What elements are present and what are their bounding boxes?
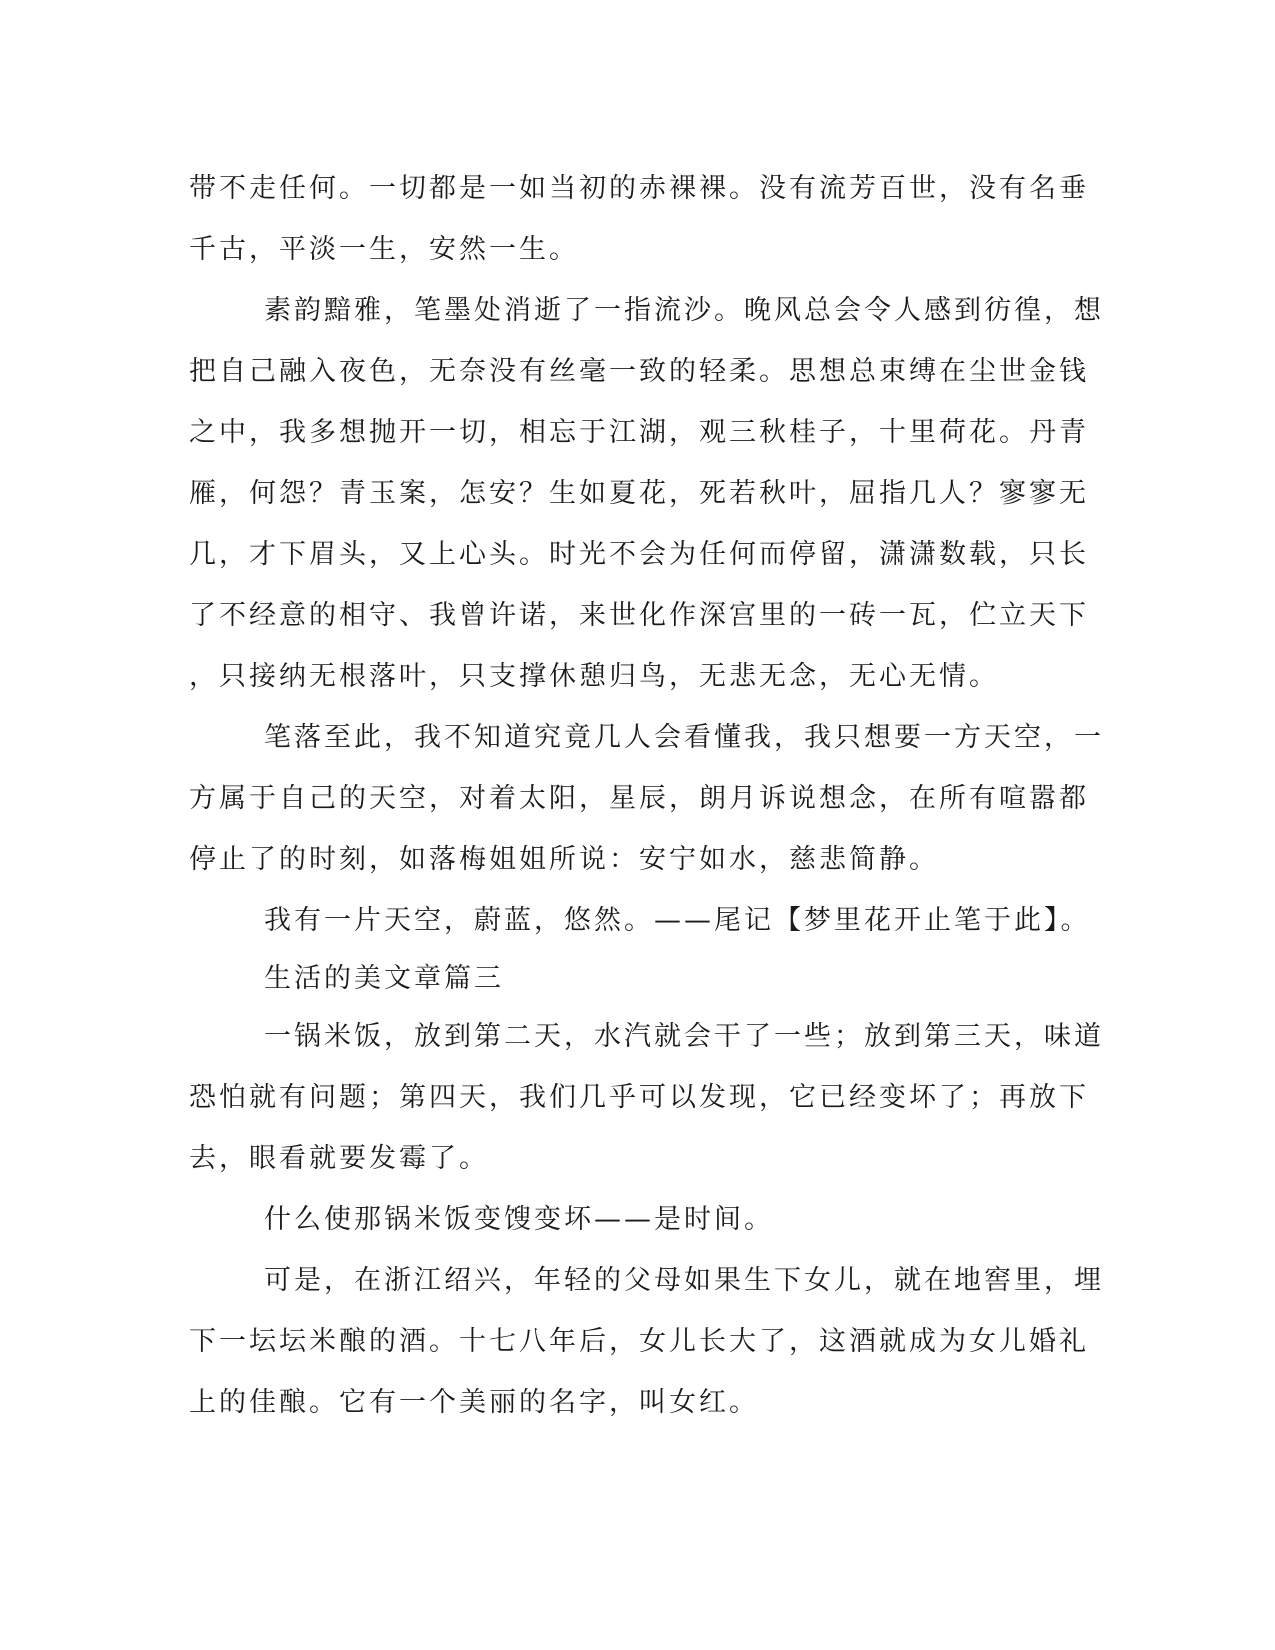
text-line: 千古，平淡一生，安然一生。	[189, 234, 579, 265]
text-line: 停止了的时刻，如落梅姐姐所说：安宁如水，慈悲简静。	[189, 844, 939, 875]
text-line: 下一坛坛米酿的酒。十七八年后，女儿长大了，这酒就成为女儿婚礼	[189, 1326, 1089, 1357]
paragraph-start: 可是，在浙江绍兴，年轻的父母如果生下女儿，就在地窖里，埋	[264, 1265, 1104, 1296]
text-line: 雁，何怨？青玉案，怎安？生如夏花，死若秋叶，屈指几人？寥寥无	[189, 478, 1089, 509]
text-line: ，只接纳无根落叶，只支撑休憩归鸟，无悲无念，无心无情。	[189, 661, 999, 692]
text-line: 恐怕就有问题；第四天，我们几乎可以发现，它已经变坏了；再放下	[189, 1082, 1089, 1113]
section-heading: 生活的美文章篇三	[264, 963, 504, 994]
paragraph-start: 素韵黯雅，笔墨处消逝了一指流沙。晚风总会令人感到彷徨，想	[264, 295, 1104, 326]
text-line: 把自己融入夜色，无奈没有丝毫一致的轻柔。思想总束缚在尘世金钱	[189, 356, 1089, 387]
paragraph-start: 笔落至此，我不知道究竟几人会看懂我，我只想要一方天空，一	[264, 722, 1104, 753]
paragraph-start: 什么使那锅米饭变馊变坏——是时间。	[264, 1204, 774, 1235]
paragraph-start: 我有一片天空，蔚蓝，悠然。——尾记【梦里花开止笔于此】。	[264, 905, 1091, 936]
text-line: 之中，我多想抛开一切，相忘于江湖，观三秋桂子，十里荷花。丹青	[189, 417, 1089, 448]
text-line: 方属于自己的天空，对着太阳，星辰，朗月诉说想念，在所有喧嚣都	[189, 783, 1089, 814]
text-line: 几，才下眉头，又上心头。时光不会为任何而停留，潇潇数载，只长	[189, 539, 1089, 570]
text-line: 上的佳酿。它有一个美丽的名字，叫女红。	[189, 1387, 759, 1418]
text-line: 了不经意的相守、我曾许诺，来世化作深宫里的一砖一瓦，伫立天下	[189, 600, 1089, 631]
text-line: 带不走任何。一切都是一如当初的赤裸裸。没有流芳百世，没有名垂	[189, 173, 1089, 204]
paragraph-start: 一锅米饭，放到第二天，水汽就会干了一些；放到第三天，味道	[264, 1021, 1104, 1052]
text-line: 去，眼看就要发霉了。	[189, 1143, 489, 1174]
body-text	[189, 158, 1104, 1433]
